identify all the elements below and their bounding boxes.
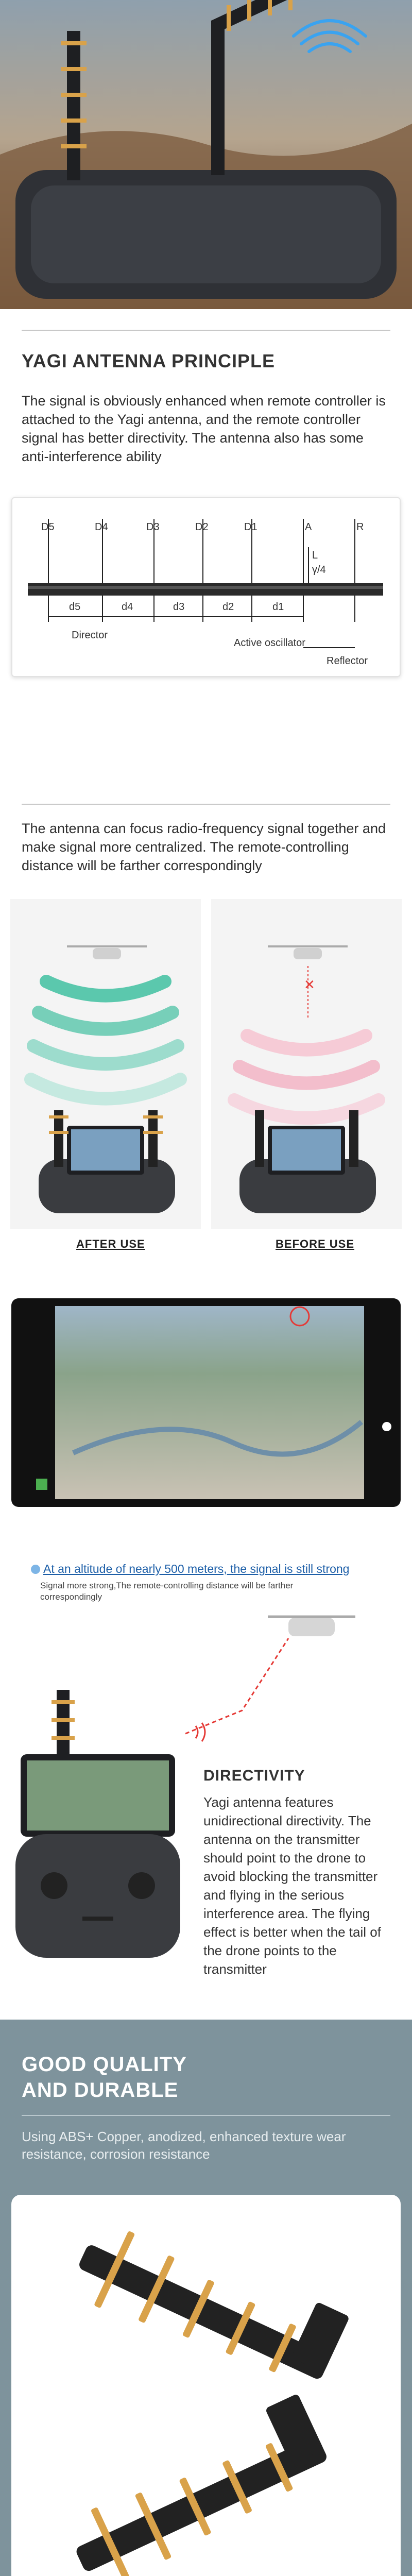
label-r-top: R	[356, 521, 364, 533]
label-reflector: Reflector	[327, 655, 368, 667]
quality-title-line2: AND DURABLE	[22, 2079, 179, 2102]
label-d5-top: D5	[41, 521, 55, 533]
quality-text: Using ABS+ Copper, anodized, enhanced texture wear resistance, corrosion resistance	[22, 2129, 346, 2162]
principle-section	[0, 309, 412, 716]
quality-section	[0, 2020, 412, 2576]
altitude-line1: At an altitude of nearly 500 meters, the signal is still strong	[31, 1562, 349, 1576]
label-d2-top: D2	[195, 521, 209, 533]
label-d5-bottom: d5	[69, 601, 81, 613]
label-lambda: γ/4	[312, 564, 326, 575]
principle-text: The signal is obviously enhanced when remote controller is attached to the Yagi antenna, and the remote controller signal has better directivity. The antenna also has some anti-interference ability	[22, 393, 386, 464]
hero-illustration	[0, 0, 412, 309]
before-use-panel	[211, 899, 402, 1229]
antenna-pair-illustration	[11, 2195, 401, 2576]
label-d1-top: D1	[244, 521, 258, 533]
directivity-text: Yagi antenna features unidirectional directivity. The antenna on the transmitter should point to the drone to avoid blocking the transmitter and flying in the serious interference area. The flying effect is better when the tail of the drone points to the transmitter	[203, 1794, 381, 1977]
directivity-title: DIRECTIVITY	[203, 1767, 305, 1784]
before-use-label: BEFORE USE	[276, 1238, 355, 1250]
focus-text: The antenna can focus radio-frequency signal together and make signal more centralized. The remote-controlling distance will be farther correspondingly	[22, 821, 386, 873]
bullet-icon	[31, 1565, 40, 1574]
label-d4-top: D4	[95, 521, 108, 533]
quality-title-line1: GOOD QUALITY	[22, 2053, 187, 2076]
label-director: Director	[72, 630, 108, 641]
label-active-oscillator: Active oscillator	[234, 637, 305, 649]
after-use-label: AFTER USE	[76, 1238, 145, 1250]
label-d4-bottom: d4	[122, 601, 133, 613]
label-a-top: A	[305, 521, 312, 533]
yagi-diagram	[11, 497, 401, 677]
label-d3-top: D3	[146, 521, 160, 533]
focus-section	[0, 716, 412, 1296]
label-d2-bottom: d2	[222, 601, 234, 613]
principle-title: YAGI ANTENNA PRINCIPLE	[22, 350, 276, 371]
altitude-line2: Signal more strong,The remote-controlling distance will be farther correspondingly	[40, 1581, 294, 1602]
altitude-section	[0, 1296, 412, 1575]
label-l: L	[312, 550, 318, 561]
svg-text:✕: ✕	[304, 977, 315, 992]
after-use-panel	[10, 899, 201, 1229]
directivity-section	[0, 1607, 412, 2020]
tablet-screenshot	[11, 1298, 401, 1507]
hero-photo	[0, 0, 412, 309]
label-d3-bottom: d3	[173, 601, 185, 613]
product-photo-card	[11, 2195, 401, 2576]
label-d1-bottom: d1	[272, 601, 284, 613]
